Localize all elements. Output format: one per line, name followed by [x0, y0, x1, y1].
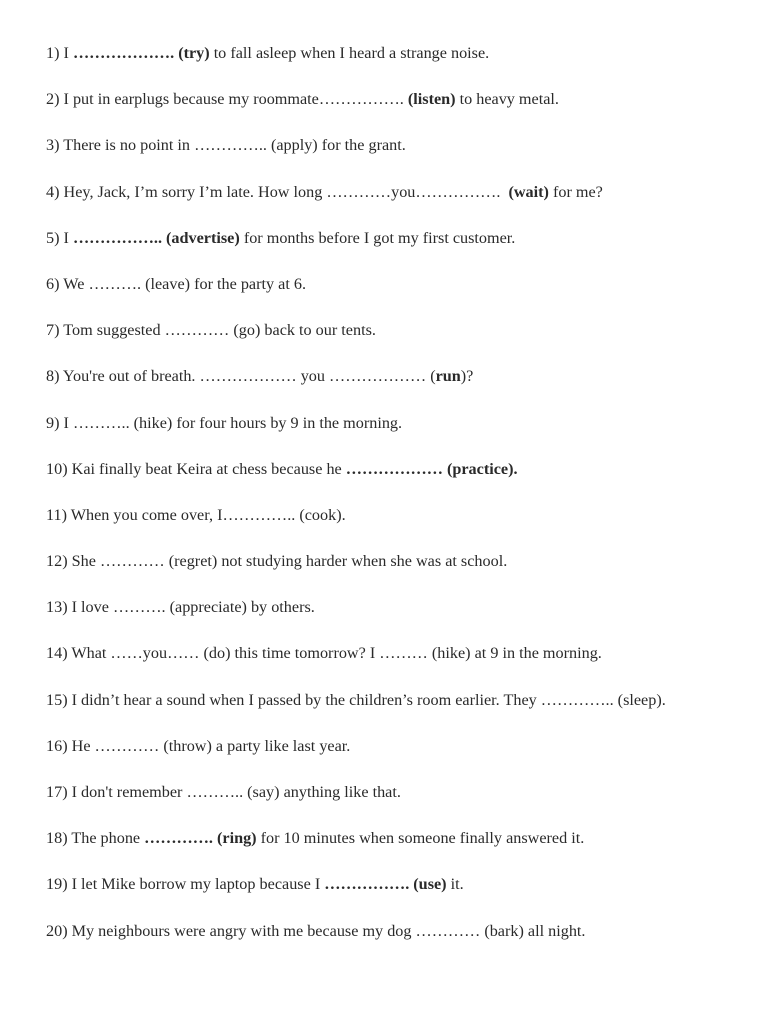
exercise-item-9	[46, 414, 686, 433]
item-text: 11) When you come over, I………….. (cook).	[46, 505, 346, 524]
exercise-item-5	[46, 229, 686, 248]
item-text: for me?	[548, 182, 603, 201]
item-text: to fall asleep when I heard a strange noise.	[209, 44, 490, 62]
item-text: 14) What ……you…… (do) this time tomorrow? I ……… (hike) at 9 in the morning.	[46, 644, 602, 663]
item-text: to heavy metal.	[455, 90, 559, 109]
item-text: 7) Tom suggested ………… (go) back to our tents.	[46, 321, 376, 340]
item-text: 10) Kai finally beat Keira at chess because he	[46, 459, 346, 478]
item-text: 8) You're out of breath. ……………… you ……………… (	[46, 367, 436, 386]
item-text: 16) He ………… (throw) a party like last year.	[46, 736, 351, 755]
item-text: 4) Hey, Jack, I’m sorry I’m late. How long …………you…………….	[46, 182, 509, 201]
item-verb-prompt: ………………. (try)	[72, 44, 210, 62]
item-text: 15) I didn’t hear a sound when I passed by the children’s room earlier. They ………….. (sleep).	[46, 690, 666, 709]
item-verb-prompt: ……………. (use)	[324, 875, 447, 894]
exercise-item-7	[46, 321, 686, 340]
exercise-item-13	[46, 598, 686, 617]
item-text: )?	[460, 367, 474, 386]
exercise-item-18	[46, 829, 686, 848]
item-text: 3) There is no point in ………….. (apply) for the grant.	[46, 136, 406, 155]
exercise-item-4	[46, 183, 686, 202]
exercise-item-12	[46, 552, 686, 571]
exercise-item-1	[46, 44, 686, 63]
exercise-item-14	[46, 644, 686, 663]
item-text: 2) I put in earplugs because my roommate…………….	[46, 90, 408, 109]
exercise-item-8	[46, 367, 686, 386]
item-text: it.	[446, 875, 464, 894]
item-verb-prompt: run	[435, 367, 461, 386]
item-text: 20) My neighbours were angry with me because my dog ………… (bark) all night.	[46, 921, 586, 940]
exercise-item-11	[46, 506, 686, 525]
exercise-item-3	[46, 136, 686, 155]
exercise-item-2	[46, 90, 686, 109]
item-verb-prompt: …………….. (advertise)	[72, 228, 240, 247]
exercise-item-15	[46, 691, 686, 710]
item-verb-prompt: (listen)	[407, 90, 456, 109]
item-text: for 10 minutes when someone finally answered it.	[256, 829, 585, 848]
exercise-sheet	[46, 44, 686, 968]
item-text: 5) I	[46, 228, 73, 247]
item-text: 17) I don't remember ……….. (say) anything like that.	[46, 783, 401, 801]
item-text: 12) She ………… (regret) not studying harder when she was at school.	[46, 552, 508, 571]
item-text: 1) I	[46, 44, 73, 62]
item-text: 18) The phone	[46, 829, 145, 848]
item-verb-prompt: …………. (ring)	[144, 829, 257, 848]
item-verb-prompt: ……………… (practice).	[345, 459, 518, 478]
exercise-item-17	[46, 783, 686, 802]
exercise-item-19	[46, 875, 686, 894]
item-text: 13) I love ………. (appreciate) by others.	[46, 598, 315, 617]
item-text: 19) I let Mike borrow my laptop because I	[46, 875, 325, 894]
item-text: 9) I ……….. (hike) for four hours by 9 in the morning.	[46, 413, 403, 432]
exercise-item-20	[46, 922, 686, 941]
item-text: for months before I got my first customer.	[239, 228, 516, 247]
exercise-item-16	[46, 737, 686, 756]
item-text: 6) We ………. (leave) for the party at 6.	[46, 274, 307, 293]
item-verb-prompt: (wait)	[508, 182, 549, 201]
exercise-item-6	[46, 275, 686, 294]
exercise-item-10	[46, 460, 686, 479]
